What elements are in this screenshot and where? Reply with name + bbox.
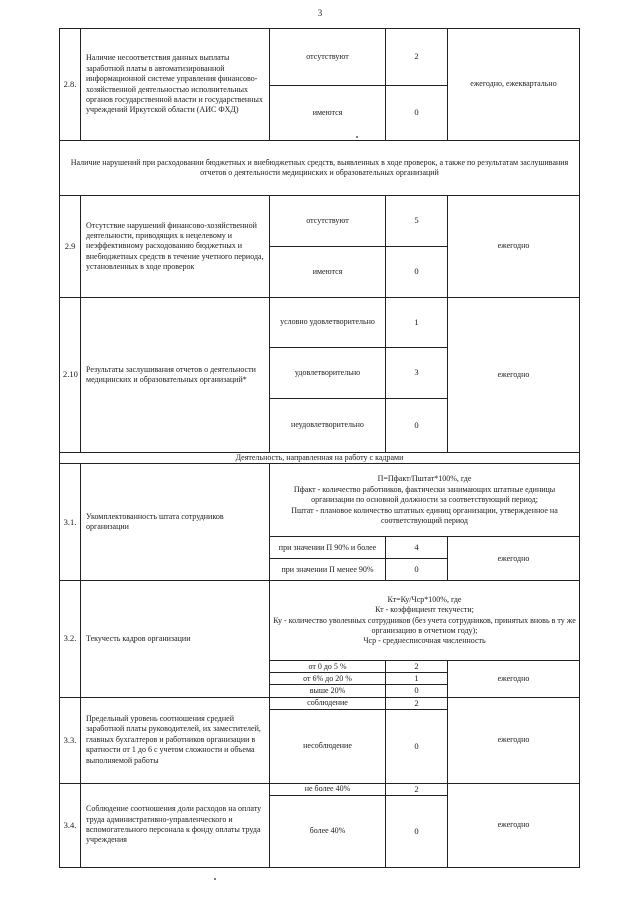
score-cell: 2 (386, 29, 448, 86)
formula-note: Кт - коэффициент текучести; (375, 605, 474, 615)
criterion-cell: не более 40% (270, 783, 386, 795)
score-cell: 3 (386, 348, 448, 399)
criterion-cell: отсутствуют (270, 29, 386, 86)
formula-text: Кт=Ку/Чср*100%, где (387, 594, 462, 604)
row-number: 2.10 (60, 298, 81, 453)
formula-cell (270, 464, 580, 537)
period-cell: ежегодно (448, 783, 580, 867)
criterion-cell: более 40% (270, 795, 386, 867)
period-cell: ежегодно (448, 537, 580, 581)
period-cell: ежегодно, ежеквартально (448, 29, 580, 141)
criterion-cell: неудовлетворительно (270, 399, 386, 453)
table-row (60, 783, 580, 795)
criterion-cell: от 0 до 5 % (270, 661, 386, 673)
scan-speck (214, 878, 216, 880)
indicator-cell: Предельный уровень соотношения средней заработной платы руководителей, их заместителей, главных бухгалтеров и работников организации в кратности от 1 до 6 с учетом сложности и объема выполняемой работы (81, 697, 270, 783)
row-number: 3.4. (60, 783, 81, 867)
table-row (60, 581, 580, 661)
score-cell: 0 (386, 399, 448, 453)
indicator-cell: Соблюдение соотношения доли расходов на оплату труда административно-управленческого и вспомогательного персонала к фонду оплаты труда учреждения (81, 783, 270, 867)
row-number: 3.3. (60, 697, 81, 783)
section-row (60, 141, 580, 196)
indicator-cell: Укомплектованность штата сотрудников организации (81, 464, 270, 581)
score-cell: 5 (386, 196, 448, 247)
criterion-cell: отсутствуют (270, 196, 386, 247)
period-cell: ежегодно (448, 697, 580, 783)
criterion-cell: при значении П менее 90% (270, 559, 386, 581)
criterion-cell: имеются (270, 86, 386, 141)
criterion-cell: при значении П 90% и более (270, 537, 386, 559)
criterion-cell: соблюдение (270, 697, 386, 709)
row-number: 3.2. (60, 581, 81, 697)
score-cell: 2 (386, 697, 448, 709)
score-cell: 0 (386, 559, 448, 581)
score-cell: 1 (386, 673, 448, 685)
criterion-cell: имеются (270, 247, 386, 298)
criterion-cell: выше 20% (270, 685, 386, 697)
table-row (60, 196, 580, 247)
page-number: 3 (317, 8, 323, 18)
indicator-cell: Результаты заслушивания отчетов о деятельности медицинских и образовательных организаций* (81, 298, 270, 453)
section-heading: Наличие нарушений при расходовании бюджетных и внебюджетных средств, выявленных в ходе проверок, а также по результатам заслушивания отчетов о деятельности медицинских и образовательных организаций (60, 141, 580, 196)
formula-note: Пштат - плановое количество штатных единиц организации, утвержденное на соответствующий период (291, 505, 558, 525)
row-number: 3.1. (60, 464, 81, 581)
score-cell: 0 (386, 795, 448, 867)
formula-note: Ку - количество уволенных сотрудников (без учета сотрудников, принятых вновь в ту же организацию в отчетном году); (273, 615, 576, 636)
score-cell: 2 (386, 783, 448, 795)
indicator-cell: Наличие несоответствия данных выплаты заработной платы в автоматизированной информационной системе управления финансово-хозяйственной деятельностью исполнительных органов государственной власти и государственных учреждений Иркутской области (АИС ФХД) (81, 29, 270, 141)
indicator-cell: Текучесть кадров организации (81, 581, 270, 697)
period-cell: ежегодно (448, 661, 580, 697)
formula-text: П=Пфакт/Пштат*100%, где (377, 474, 472, 484)
table-row (60, 298, 580, 348)
criterion-cell: несоблюдение (270, 709, 386, 783)
section-row (60, 453, 580, 464)
row-number: 2.9 (60, 196, 81, 298)
criterion-cell: условно удовлетворительно (270, 298, 386, 348)
section-heading: Деятельность, направленная на работу с кадрами (60, 453, 580, 464)
score-cell: 0 (386, 685, 448, 697)
formula-note: Пфакт - количество работников, фактически занимающих штатные единицы организации по основной должности за соответствующий период; (293, 484, 556, 505)
table-row (60, 29, 580, 86)
score-cell: 0 (386, 247, 448, 298)
score-cell: 1 (386, 298, 448, 348)
scan-speck (356, 136, 358, 138)
criteria-table (59, 28, 580, 868)
score-cell: 2 (386, 661, 448, 673)
table-row (60, 697, 580, 709)
score-cell: 0 (386, 86, 448, 141)
formula-cell (270, 581, 580, 661)
period-cell: ежегодно (448, 196, 580, 298)
criterion-cell: удовлетворительно (270, 348, 386, 399)
criterion-cell: от 6% до 20 % (270, 673, 386, 685)
table-row (60, 464, 580, 537)
indicator-cell: Отсутствие нарушений финансово-хозяйственной деятельности, приводящих к нецелевому и неэффективному расходованию бюджетных и внебюджетных средств в течение учетного периода, установленных в ходе проверок (81, 196, 270, 298)
row-number: 2.8. (60, 29, 81, 141)
score-cell: 0 (386, 709, 448, 783)
score-cell: 4 (386, 537, 448, 559)
period-cell: ежегодно (448, 298, 580, 453)
formula-note: Чср - среднесписочная численность (363, 636, 486, 646)
